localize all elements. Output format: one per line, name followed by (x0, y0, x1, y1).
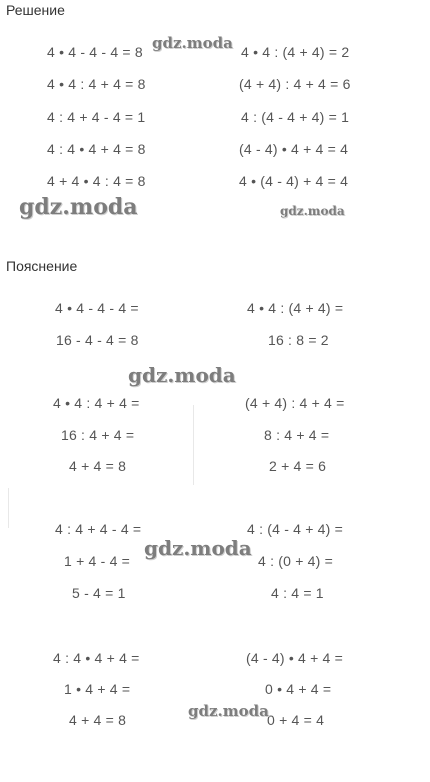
explanation-block-1-right-line-2: 16 : 8 = 2 (268, 332, 329, 348)
watermark: gdz.moda (144, 536, 252, 560)
solution-row-4-right: (4 - 4) • 4 + 4 = 4 (239, 141, 349, 157)
scan-divider (193, 405, 194, 485)
explanation-block-4-right-line-1: (4 - 4) • 4 + 4 = (246, 650, 344, 666)
explanation-block-2-left-line-2: 16 : 4 + 4 = (61, 427, 135, 443)
explanation-block-4-right-line-2: 0 • 4 + 4 = (265, 681, 332, 697)
watermark: gdz.moda (128, 363, 236, 387)
solution-heading: Решение (6, 2, 65, 18)
explanation-block-3-left-line-3: 5 - 4 = 1 (72, 585, 126, 601)
watermark: gdz.moda (280, 204, 345, 218)
explanation-block-2-left-line-3: 4 + 4 = 8 (69, 458, 127, 474)
explanation-block-3-right-line-2: 4 : (0 + 4) = (258, 553, 333, 569)
explanation-block-1-left-line-2: 16 - 4 - 4 = 8 (56, 332, 139, 348)
explanation-heading: Пояснение (6, 258, 78, 274)
solution-row-4-left: 4 : 4 • 4 + 4 = 8 (47, 141, 146, 157)
explanation-block-4-left-line-3: 4 + 4 = 8 (69, 712, 127, 728)
solution-row-3-left: 4 : 4 + 4 - 4 = 1 (47, 109, 146, 125)
watermark: gdz.moda (19, 194, 138, 220)
explanation-block-4-left-line-2: 1 • 4 + 4 = (64, 681, 131, 697)
explanation-block-2-right-line-2: 8 : 4 + 4 = (264, 427, 330, 443)
explanation-block-4-right-line-3: 0 + 4 = 4 (267, 712, 325, 728)
solution-row-5-left: 4 + 4 • 4 : 4 = 8 (47, 173, 146, 189)
explanation-block-3-left-line-1: 4 : 4 + 4 - 4 = (55, 521, 142, 537)
explanation-block-1-right-line-1: 4 • 4 : (4 + 4) = (247, 300, 344, 316)
explanation-block-4-left-line-1: 4 : 4 • 4 + 4 = (53, 650, 140, 666)
solution-row-2-left: 4 • 4 : 4 + 4 = 8 (47, 76, 146, 92)
solution-row-1-right: 4 • 4 : (4 + 4) = 2 (241, 44, 350, 60)
explanation-block-3-left-line-2: 1 + 4 - 4 = (64, 553, 131, 569)
solution-row-1-left: 4 • 4 - 4 - 4 = 8 (47, 44, 143, 60)
watermark: gdz.moda (152, 34, 233, 52)
solution-row-3-right: 4 : (4 - 4 + 4) = 1 (241, 109, 350, 125)
explanation-block-3-right-line-3: 4 : 4 = 1 (271, 585, 324, 601)
solution-row-2-right: (4 + 4) : 4 + 4 = 6 (239, 76, 351, 92)
watermark: gdz.moda (188, 702, 269, 720)
explanation-block-3-right-line-1: 4 : (4 - 4 + 4) = (247, 521, 343, 537)
solution-row-5-right: 4 • (4 - 4) + 4 = 4 (239, 173, 349, 189)
scan-divider (8, 488, 9, 528)
explanation-block-2-left-line-1: 4 • 4 : 4 + 4 = (53, 395, 140, 411)
explanation-block-2-right-line-3: 2 + 4 = 6 (269, 458, 327, 474)
explanation-block-1-left-line-1: 4 • 4 - 4 - 4 = (55, 300, 139, 316)
explanation-block-2-right-line-1: (4 + 4) : 4 + 4 = (245, 395, 345, 411)
